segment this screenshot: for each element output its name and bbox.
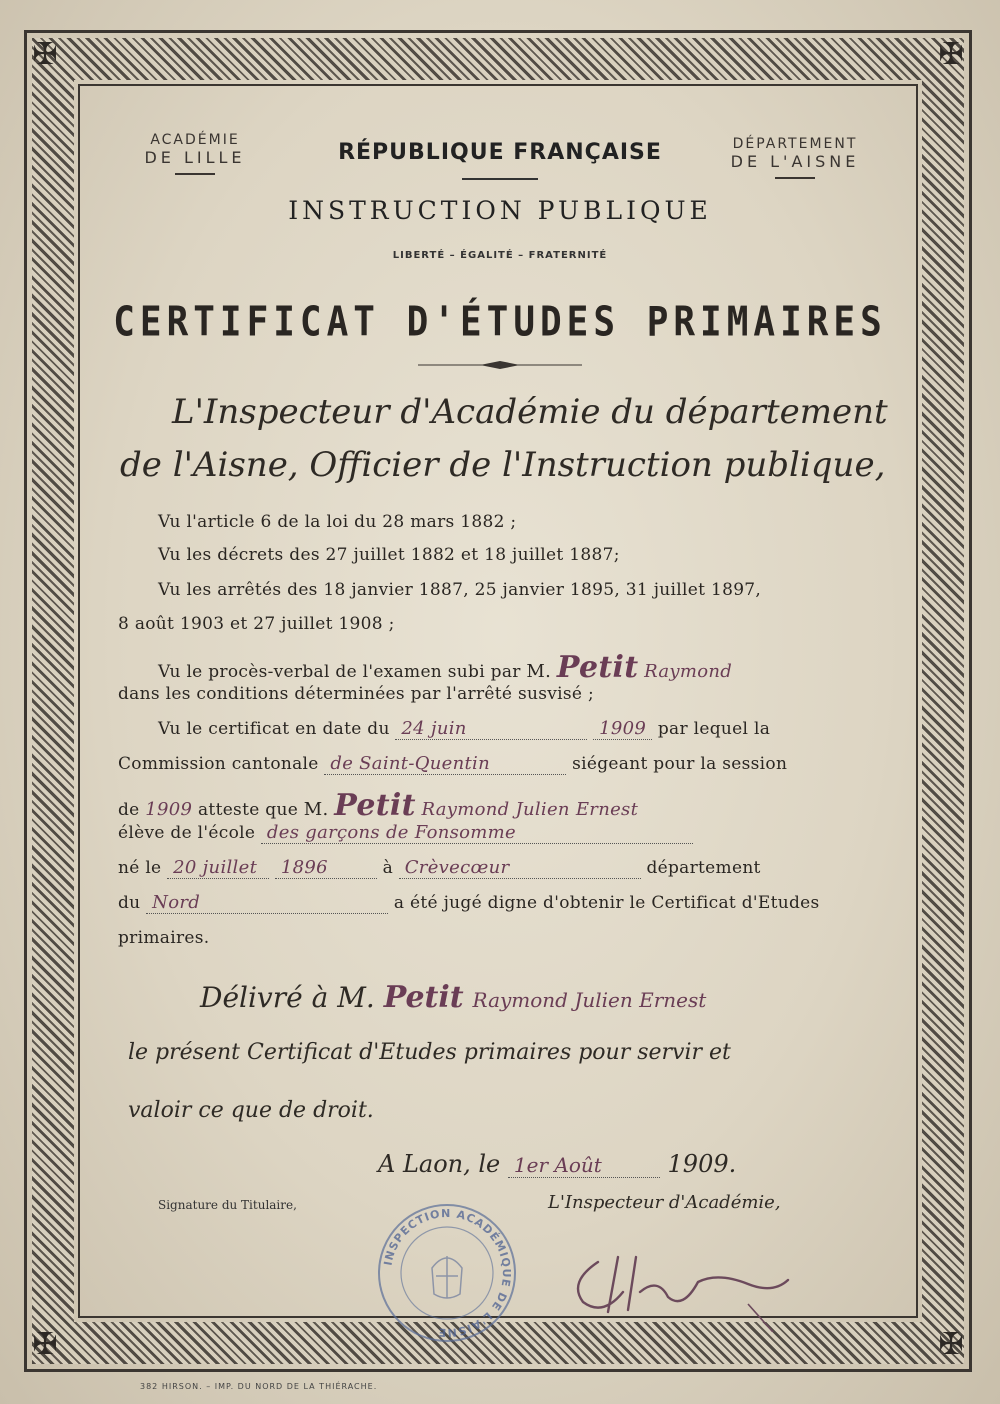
body-line: [118, 857, 761, 879]
issue-year: 1909.: [667, 1150, 737, 1178]
certificate-year: 1909: [593, 718, 652, 740]
candidate-full-names: Raymond Julien Ernest: [421, 799, 639, 820]
stamp-text: INSPECTION ACADÉMIQUE DE L'AISNE: [381, 1206, 514, 1340]
school-name: des garçons de Fonsomme: [261, 822, 693, 844]
delivered-line: [200, 980, 706, 1015]
body-line: dans les conditions déterminées par l'arrêté susvisé ;: [118, 684, 594, 704]
candidate-prefix: M.: [303, 799, 329, 820]
instruction-heading: INSTRUCTION PUBLIQUE: [288, 196, 712, 225]
issue-date: 1er Août: [508, 1153, 660, 1178]
body-line: 8 août 1903 et 27 juillet 1908 ;: [118, 614, 395, 634]
body-text: du: [118, 893, 141, 913]
departement-line1: DÉPARTEMENT: [732, 136, 858, 152]
body-text: à: [382, 858, 394, 878]
body-text: par lequel la: [657, 719, 771, 739]
body-text: Vu le procès-verbal de l'examen subi par: [158, 662, 521, 682]
body-line: [158, 718, 770, 740]
corner-ornament-icon: ✠: [938, 37, 964, 72]
departement-line2: DE L'AISNE: [730, 152, 860, 171]
corner-ornament-icon: ✠: [938, 1327, 964, 1362]
body-text: département: [646, 858, 761, 878]
body-line: Vu les arrêtés des 18 janvier 1887, 25 janvier 1895, 31 juillet 1897,: [158, 580, 762, 600]
official-stamp: [372, 1198, 522, 1348]
certificate-title: CERTIFICAT D'ÉTUDES PRIMAIRES: [113, 298, 887, 347]
republique-heading: RÉPUBLIQUE FRANÇAISE: [338, 140, 662, 165]
candidate-surname: Petit: [383, 980, 464, 1015]
body-line: Vu l'article 6 de la loi du 28 mars 1882 ;: [158, 512, 517, 532]
body-line: [118, 892, 820, 914]
delivered-text: Délivré à: [200, 981, 329, 1014]
title-ornament-icon: [418, 360, 582, 370]
printer-imprint: 382 HIRSON. – IMP. DU NORD DE LA THIÉRACHE.: [140, 1382, 378, 1391]
body-text: atteste que: [198, 800, 299, 820]
corner-ornament-icon: ✠: [32, 1327, 58, 1362]
body-text: Commission cantonale: [118, 754, 319, 774]
candidate-first-name: Raymond: [644, 661, 733, 682]
place-text: A Laon, le: [378, 1150, 501, 1178]
academie-line1: ACADÉMIE: [150, 132, 240, 148]
closing-line: le présent Certificat d'Etudes primaires pour servir et: [128, 1040, 731, 1065]
closing-line: valoir ce que de droit.: [128, 1098, 374, 1123]
place-date-line: [378, 1150, 736, 1178]
body-line: [118, 753, 787, 775]
certificate-date: 24 juin: [395, 718, 587, 740]
divider: [775, 177, 815, 179]
inspector-signature: [548, 1222, 808, 1332]
body-text: a été jugé digne d'obtenir le Certificat d'Etudes: [393, 893, 820, 913]
body-text: de: [118, 800, 140, 820]
candidate-prefix: M.: [526, 661, 552, 682]
academie-line2: DE LILLE: [144, 148, 246, 167]
body-line: Vu les décrets des 27 juillet 1882 et 18 juillet 1887;: [158, 545, 620, 565]
candidate-surname: Petit: [334, 788, 416, 823]
departement-name: Nord: [146, 892, 388, 914]
canton: de Saint-Quentin: [324, 753, 566, 775]
academie-block: [110, 132, 280, 175]
candidate-surname: Petit: [556, 650, 639, 685]
inspector-line1: L'Inspecteur d'Académie du département: [172, 392, 888, 432]
departement-block: [710, 136, 880, 179]
birth-day: 20 juillet: [167, 857, 269, 879]
body-line: [118, 822, 693, 844]
corner-ornament-icon: ✠: [32, 37, 58, 72]
body-text: né le: [118, 858, 162, 878]
body-line: [158, 650, 732, 685]
candidate-prefix: M.: [337, 981, 375, 1014]
body-line: [118, 788, 638, 823]
body-text: Vu le certificat en date du: [158, 719, 390, 739]
birth-year: 1896: [275, 857, 377, 879]
motto: LIBERTÉ – ÉGALITÉ – FRATERNITÉ: [392, 250, 608, 261]
body-line: primaires.: [118, 928, 210, 948]
divider: [462, 178, 538, 180]
holder-signature-label: Signature du Titulaire,: [158, 1198, 297, 1212]
inspector-signature-label: L'Inspecteur d'Académie,: [548, 1192, 781, 1213]
candidate-full-names: Raymond Julien Ernest: [472, 988, 707, 1012]
body-text: siégeant pour la session: [572, 754, 788, 774]
birth-place: Crèvecœur: [399, 857, 641, 879]
session-year: 1909: [145, 799, 193, 820]
body-text: élève de l'école: [118, 823, 256, 843]
inspector-line2: de l'Aisne, Officier de l'Instruction publique,: [120, 445, 886, 485]
stamp-emblem-icon: [432, 1256, 462, 1298]
divider: [175, 173, 215, 175]
